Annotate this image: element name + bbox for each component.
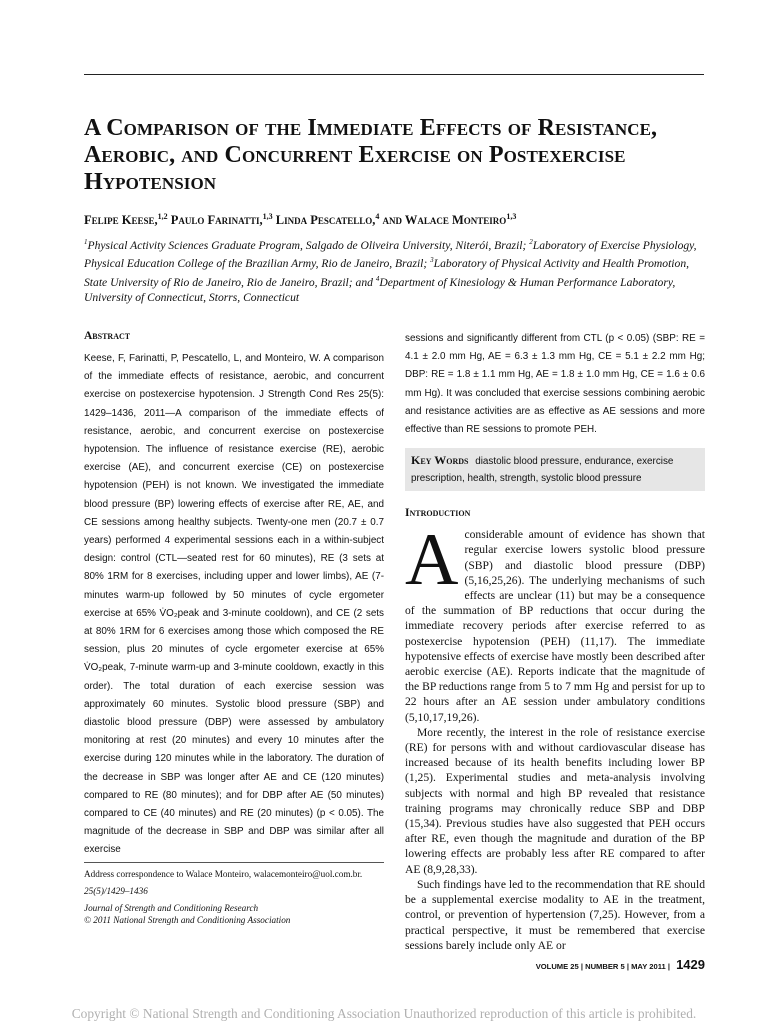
keywords-box: [405, 448, 705, 491]
keywords-label: Key Words: [411, 453, 469, 468]
footnote-rule: [84, 862, 384, 863]
intro-paragraph-3: Such findings have led to the recommendation that RE should be a supplemental exercise modality to AE in the treatment, control, or prevention of hypertension (7,25). However, from a practical perspective, it must be remembered that exercise sessions barely include only AE or: [405, 877, 705, 952]
author-1: Felipe Keese,$^{1,2}$: [84, 212, 168, 228]
keywords-text: diastolic blood pressure, endurance, exercise prescription, health, strength, systolic blood pressure: [411, 456, 674, 485]
abstract-text: Keese, F, Farinatti, P, Pescatello, L, and Monteiro, W. A comparison of the immediate effects of resistance, aerobic, and concurrent exercise on postexercise hypotension. J Strength Cond Res 25(5): 1429–1436, 2011—A comparison of the immediate effects of resistance, aerobic, and concurrent exercise on postexercise hypotension. The influence of resistance exercise (RE), aerobic exercise (AE), and concurrent exercise (CE) on postexercise hypotension (PEH) is not known. We investigated the immediate blood pressure (BP) lowering effects of exercise after RE, AE, and CE sessions among healthy subjects. Twenty-one men (20.7 ± 0.7 years) performed 4 experimental sessions each in a within-subject design: control (CTL—seated rest for 60 minutes), RE (3 sets at 80% 1RM for 8 exercises, including upper and lower limbs), AE (7-minutes warm-up followed by 50 minutes of cycle ergometer exercise at 65% V̇O₂peak and 3-minute cooldown), and CE (2 sets at 80% 1RM for 6 exercises among those which composed the RE session, plus 20 minutes of cycle ergometer exercise at 65% V̇O₂peak, 7-minute warm-up and 3-minute cooldown, exactly in this order). The total duration of each exercise session was approximately 60 minutes. Systolic blood pressure (SBP) and diastolic blood pressure (DBP) were assessed by ambulatory monitoring at rest (20 minutes) and every 10 minutes after the exercise during 120 minutes while in the laboratory. The duration of the decrease in SBP was longer after AE and CE (120 minutes) compared to RE (80 minutes); and for DBP after AE (50 minutes) compared to CE (40 minutes) and RE (20 minutes) (p < 0.05). The magnitude of the decrease in SBP and DBP was similar after all exercise: [84, 353, 384, 856]
introduction-heading: Introduction: [405, 507, 471, 520]
footnotes: [84, 868, 384, 931]
affiliations: $^1$Physical Activity Sciences Graduate Program, Salgado de Oliveira University, Niterói, Brazil; $^2$Laboratory of Exercise Physiology, Physical Education College of the Brazilian Army, Rio de Janeiro, Brazil; $^3$Laboratory of Physical Activity and Health Promotion, State University of Rio de Janeiro, Rio de Janeiro, Brazil; and $^4$Department of Kinesiology & Human Performance Laboratory, University of Connecticut, Storrs, Connecticut: [84, 238, 697, 305]
correspondence-note: Address correspondence to Walace Monteiro, walacemonteiro@uol.com.br.: [84, 869, 363, 879]
left-column: [84, 330, 384, 860]
page-number: 1429: [676, 957, 705, 972]
right-column: [405, 330, 705, 953]
page-footer: [520, 957, 705, 972]
top-rule: [84, 74, 704, 75]
journal-name: Journal of Strength and Conditioning Research: [84, 903, 259, 913]
author-list: [84, 212, 714, 228]
intro-paragraph-2: More recently, the interest in the role of resistance exercise (RE) for persons with and without cardiovascular disease has increased because of its health benefits including lower BP (1,25). Experimental studies and meta-analysis involving subjects with normal and high BP revealed that resistance training programs may chronically reduce SBP and DBP (15,34). Previous studies have also suggested that PEH occurs after RE, even though the magnitude and duration of the BP lowering effects are probably less after RE compared to after AE (8,9,28,33).: [405, 725, 705, 876]
citation-note: 25(5)/1429–1436: [84, 886, 148, 896]
journal-copyright: © 2011 National Strength and Conditioning Association: [84, 915, 291, 925]
copyright-watermark: Copyright © National Strength and Conditioning Association Unauthorized reproduction of this article is prohibited.: [71, 1006, 697, 1021]
drop-cap: A: [405, 519, 459, 602]
issue-info: VOLUME 25 | NUMBER 5 | MAY 2011 |: [535, 962, 670, 971]
abstract-text-continued: sessions and significantly different from CTL (p < 0.05) (SBP: RE = 4.1 ± 2.0 mm Hg, AE = 6.3 ± 1.3 mm Hg, CE = 5.1 ± 2.2 mm Hg; DBP: RE = 1.8 ± 1.1 mm Hg, AE = 1.8 ± 1.0 mm Hg, CE = 1.6 ± 0.6 mm Hg). It was concluded that exercise sessions combining aerobic and resistance activities are as effective as AE sessions and more effective than RE sessions to promote PEH.: [405, 333, 705, 436]
abstract-heading: Abstract: [84, 330, 131, 342]
article-title: A Comparison of the Immediate Effects of Resistance, Aerobic, and Concurrent Exercise on Postexercise Hypotension: [84, 115, 658, 195]
intro-paragraph-1: Aconsiderable amount of evidence has shown that regular exercise lowers systolic blood pressure (SBP) and diastolic blood pressure (DBP) (5,16,25,26). The underlying mechanisms of such effects are unclear (11) but may be a consequence of the summation of BP reductions that occur during the immediate recovery periods after exercise referred to as postexercise hypotension (PEH) (11,17). The immediate hypotensive effects of exercise have mostly been described after aerobic exercise (AE). Reports indicate that the magnitude of the BP reductions range from 5 to 7 mm Hg and persist for up to 22 hours after an AE session under ambulatory conditions (5,10,17,19,26).: [405, 519, 705, 724]
author-3: Linda Pescatello,$^4$: [275, 212, 380, 228]
author-4: and Walace Monteiro$^{1,3}$: [382, 212, 517, 228]
author-2: Paulo Farinatti,$^{1,3}$: [170, 212, 273, 228]
